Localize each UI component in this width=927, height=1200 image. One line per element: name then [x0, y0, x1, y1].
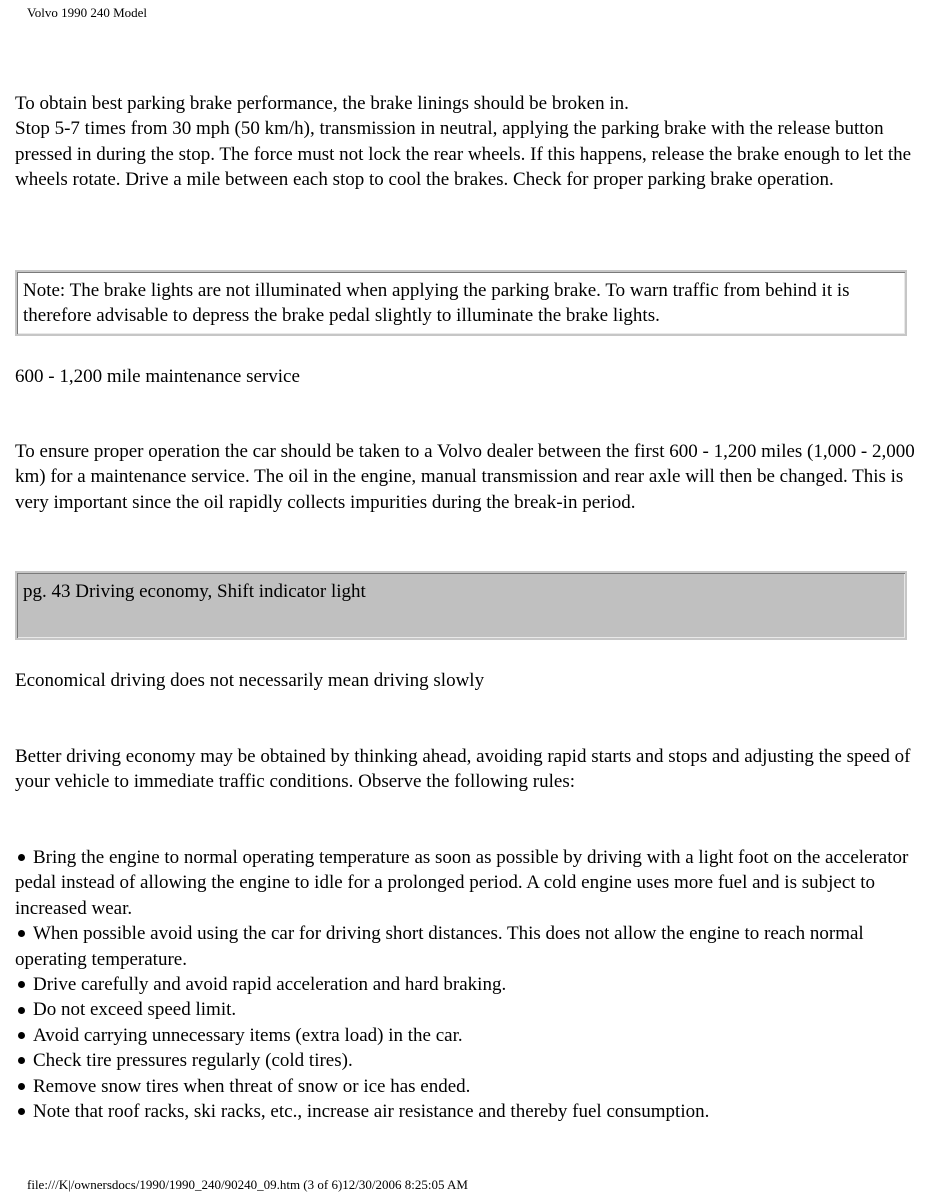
maintenance-body: To ensure proper operation the car should be taken to a Volvo dealer between the first 600 - 1,200 miles (1,000 - 2,000 km) for a maintenance service. The oil in the engine, manual transmission and rear axle will then be changed. This is very important since the oil rapidly collects impurities during the break-in period. [15, 441, 915, 513]
break-in-instructions: Stop 5-7 times from 30 mph (50 km/h), transmission in neutral, applying the parking brake with the release button pressed in during the stop. The force must not lock the rear wheels. If this happens, release the brake enough to let the wheels rotate. Drive a mile between each stop to cool the brakes. Check for proper parking brake operation. [15, 118, 912, 191]
bullet-icon [18, 930, 25, 937]
rule-text: Bring the engine to normal operating temperature as soon as possible by driving with a light foot on the accelerator pedal instead of allowing the engine to idle for a prolonged period. A cold engine uses more fuel and is subject to increased wear. [15, 847, 909, 919]
list-item [15, 972, 915, 997]
page-footer-path: file:///K|/ownersdocs/1990/1990_240/90240_09.htm (3 of 6)12/30/2006 8:25:05 AM [27, 1177, 468, 1192]
bullet-icon [18, 1007, 25, 1014]
bullet-icon [18, 1108, 25, 1115]
bullet-icon [18, 1083, 25, 1090]
bullet-icon [18, 1032, 25, 1039]
rule-text: Check tire pressures regularly (cold tires). [33, 1050, 353, 1072]
economy-heading: Economical driving does not necessarily mean driving slowly [15, 670, 485, 691]
list-item [15, 1048, 915, 1073]
economy-rules [15, 845, 915, 1124]
list-item [15, 1099, 915, 1124]
list-item [15, 921, 915, 972]
rules-list [15, 845, 915, 1124]
rule-text: Drive carefully and avoid rapid acceleration and hard braking. [33, 974, 507, 996]
bullet-icon [18, 1057, 25, 1064]
bullet-icon [18, 981, 25, 988]
note-box [15, 270, 907, 336]
maintenance-heading: 600 - 1,200 mile maintenance service [15, 366, 300, 387]
economy-intro: Better driving economy may be obtained by thinking ahead, avoiding rapid starts and stops and adjusting the speed of your vehicle to immediate traffic conditions. Observe the following rules: [15, 746, 911, 793]
list-item [15, 1023, 915, 1048]
break-in-section [15, 91, 915, 193]
rule-text: Avoid carrying unnecessary items (extra load) in the car. [33, 1024, 463, 1046]
rule-text: Do not exceed speed limit. [33, 999, 237, 1021]
section-bar-title: pg. 43 Driving economy, Shift indicator light [23, 581, 366, 602]
rule-text: Note that roof racks, ski racks, etc., increase air resistance and thereby fuel consumption. [33, 1101, 710, 1123]
rule-text: When possible avoid using the car for driving short distances. This does not allow the engine to reach normal operating temperature. [15, 923, 864, 970]
break-in-intro: To obtain best parking brake performance, the brake linings should be broken in. [15, 93, 629, 114]
note-text: Note: The brake lights are not illuminated when applying the parking brake. To warn traffic from behind it is therefore advisable to depress the brake pedal slightly to illuminate the brake lights. [23, 280, 850, 327]
list-item [15, 997, 915, 1022]
section-bar [15, 571, 907, 640]
bullet-icon [18, 854, 25, 861]
page-header-title: Volvo 1990 240 Model [27, 5, 148, 20]
list-item [15, 1074, 915, 1099]
list-item [15, 845, 915, 921]
rule-text: Remove snow tires when threat of snow or ice has ended. [33, 1075, 471, 1097]
